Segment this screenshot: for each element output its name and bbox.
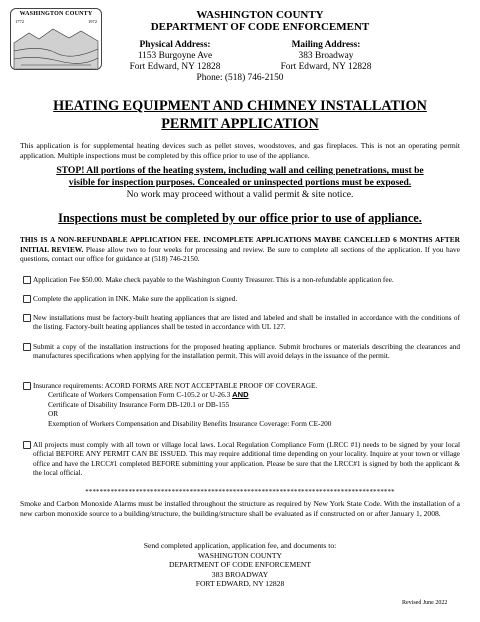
send-line-1: Send completed application, application fee, and documents to: xyxy=(143,541,337,550)
send-to-block xyxy=(100,541,380,589)
checkbox[interactable] xyxy=(23,314,31,322)
checklist-item-fee xyxy=(33,275,460,284)
stop-line-2: visible for inspection purposes. Concealed or uninspected portions must be exposed. xyxy=(68,177,412,189)
revised-date: Revised June 2022 xyxy=(402,600,448,606)
insurance-and: AND xyxy=(232,390,249,400)
logo-landscape-icon xyxy=(11,9,101,69)
checklist-item-instructions xyxy=(33,342,460,361)
item-text: Complete the application in INK. Make sure the application is signed. xyxy=(33,294,238,303)
item-text: Application Fee $50.00. Make check payable to the Washington County Treasurer. This is a non-refundable application fee. xyxy=(33,275,394,284)
title-line-1: HEATING EQUIPMENT AND CHIMNEY INSTALLATION xyxy=(53,98,427,114)
physical-city: Fort Edward, NY 12828 xyxy=(129,61,221,72)
checkbox[interactable] xyxy=(23,382,31,390)
insurance-line-2: Certificate of Disability Insurance Form DB-120.1 or DB-155 xyxy=(48,399,230,409)
logo-year-right: 1972 xyxy=(88,19,97,24)
insurance-heading: Insurance requirements: ACORD FORMS ARE NOT ACCEPTABLE PROOF OF COVERAGE. xyxy=(33,381,318,390)
header-department: DEPARTMENT OF CODE ENFORCEMENT xyxy=(150,21,370,33)
stop-notice xyxy=(20,165,460,202)
stop-line-3: No work may proceed without a valid permit & site notice. xyxy=(126,189,354,201)
checklist-item-ink xyxy=(33,294,460,303)
fee-notice-bold: THIS IS A NON-REFUNDABLE APPLICATION FEE. INCOMPLETE APPLICATIONS MAYBE CANCELLED 6 MONTHS AFTER INITIAL REVIEW. xyxy=(20,235,460,254)
department-header xyxy=(110,9,410,33)
header-county: WASHINGTON COUNTY xyxy=(196,9,324,21)
inspections-notice: Inspections must be completed by our office prior to use of appliance. xyxy=(58,211,422,225)
insurance-workers-comp: Certificate of Workers Compensation Form C-105.2 or U-26.3 xyxy=(48,390,231,400)
mailing-city: Fort Edward, NY 12828 xyxy=(280,61,372,72)
fee-notice xyxy=(20,235,460,264)
insurance-line-1 xyxy=(33,390,460,399)
smoke-co-paragraph: Smoke and Carbon Monoxide Alarms must be installed throughout the structure as required by New York State Code. With the installation of a new carbon monoxide source to a building/structure, the building/structure shall be evaluated as if constructed on or after January 1, 2008. xyxy=(20,499,460,518)
checklist-item-insurance xyxy=(33,381,460,428)
checkbox[interactable] xyxy=(23,276,31,284)
title-line-2: PERMIT APPLICATION xyxy=(161,116,319,132)
item-text: Submit a copy of the installation instructions for the proposed heating appliance. Submit brochures or materials describing the clearances and manufactures specifications when applying for the installation permit. This will avoid delays in the issuance of the permit. xyxy=(33,342,460,361)
stop-line-1: STOP! All portions of the heating system, including wall and ceiling penetrations, must be xyxy=(56,165,424,176)
checklist-item-local-laws xyxy=(33,440,460,478)
mailing-address xyxy=(266,40,386,72)
intro-paragraph: This application is for supplemental heating devices such as pellet stoves, woodstoves, and gas fireplaces. This is not an operating permit application. Multiple inspections must be completed by this office prior to use of the appliance. xyxy=(20,141,460,160)
checklist-item-factory-built xyxy=(33,313,460,332)
physical-address-label: Physical Address: xyxy=(139,40,211,50)
fee-notice-rest: Please allow two to four weeks for processing and review. Be sure to complete all sections of the application. If you have questions, contact our office for guidance at (518) 746-2150. xyxy=(20,244,461,264)
phone-number: Phone: (518) 746-2150 xyxy=(196,73,284,83)
physical-street: 1153 Burgoyne Ave xyxy=(137,50,213,61)
divider-stars: ************************************************************************************** xyxy=(85,489,395,496)
logo-name: WASHINGTON COUNTY xyxy=(19,11,93,17)
mailing-address-label: Mailing Address: xyxy=(291,40,361,50)
county-logo xyxy=(10,8,102,70)
item-text: All projects must comply with all town or village local laws. Local Regulation Compliance Form (LRCC #1) needs to be signed by your local official BEFORE ANY PERMIT CAN BE ISSUED. This may require additional time depending on your locality. Inquire at your town or village office and have the LRCC#1 completed BEFORE submitting your application. Please be sure that the LRCC#1 is signed by both the applicant & the local official. xyxy=(33,440,460,478)
send-line-2: WASHINGTON COUNTY xyxy=(197,550,283,560)
send-line-4: 383 BROADWAY xyxy=(211,569,269,579)
item-text: New installations must be factory-built heating appliances that are listed and labeled and shall be installed in accordance with the conditions of the listing. Factory-built heating appliances shall be tested in accordance with UL 127. xyxy=(33,313,460,332)
send-line-5: FORT EDWARD, NY 12828 xyxy=(195,579,285,589)
checkbox[interactable] xyxy=(23,343,31,351)
physical-address xyxy=(120,40,230,72)
mailing-street: 383 Broadway xyxy=(298,50,354,61)
checkbox[interactable] xyxy=(23,441,31,449)
send-line-3: DEPARTMENT OF CODE ENFORCEMENT xyxy=(169,560,311,570)
logo-year-left: 1772 xyxy=(15,19,24,24)
insurance-line-3: Exemption of Workers Compensation and Disability Benefits Insurance Coverage: Form CE-200 xyxy=(48,418,332,428)
page-title xyxy=(20,97,460,133)
checkbox[interactable] xyxy=(23,295,31,303)
insurance-or: OR xyxy=(48,409,59,419)
